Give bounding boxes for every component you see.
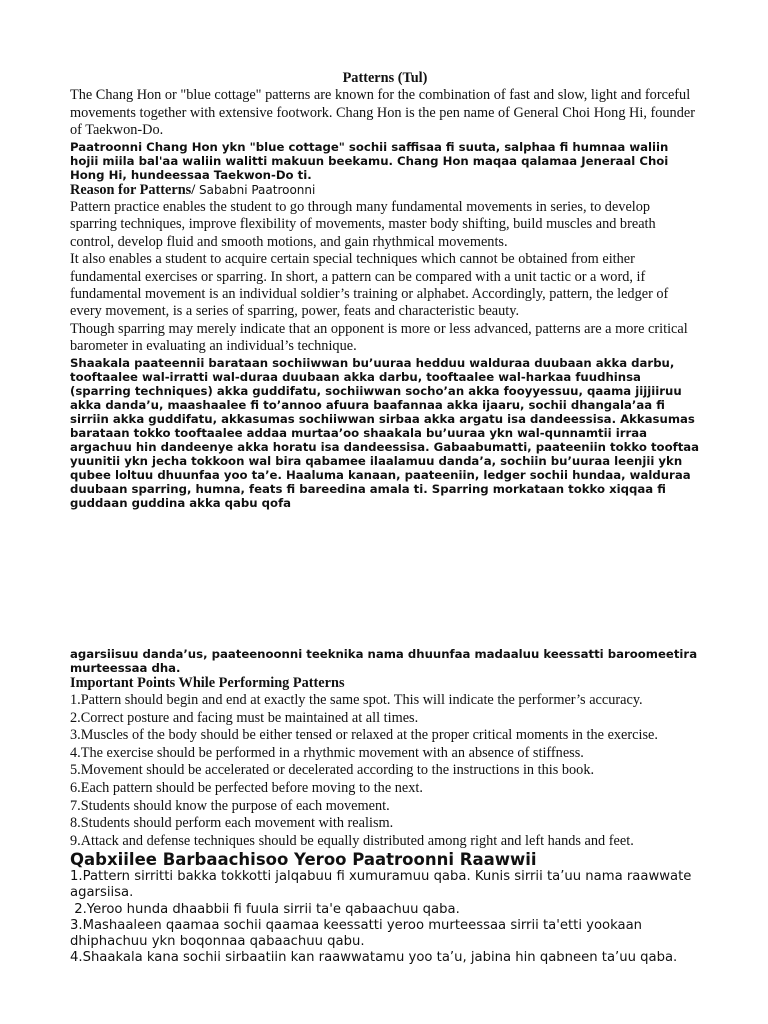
page-title: Patterns (Tul) — [342, 70, 428, 86]
list-item: 2.Correct posture and facing must be maintained at all times. — [70, 709, 419, 726]
points-list-oromo — [70, 869, 700, 966]
reason-heading: Reason for Patterns/ — [70, 181, 196, 198]
points-heading-oromo: Qabxiilee Barbaachisoo Yeroo Paatroonni Raawwii — [70, 850, 537, 870]
points-heading: Important Points While Performing Patterns — [70, 674, 345, 691]
reason-paragraph-3: Though sparring may merely indicate that an opponent is more or less advanced, patterns are a more critical barometer in evaluating an individual’s technique. — [70, 320, 688, 355]
document-page — [70, 70, 700, 966]
reason-oromo-part-2: agarsiisuu danda’us, paateenoonni teeknika nama dhuunfaa madaaluu keessatti baroomeetira murteessaa dha. — [70, 646, 698, 675]
list-item: 2.Yeroo hunda dhaabbii fi fuula sirrii ta'e qabaachuu qaba. — [70, 901, 460, 917]
list-item: 8.Students should perform each movement with realism. — [70, 815, 394, 832]
list-item: 6.Each pattern should be perfected before moving to the next. — [70, 780, 423, 797]
blank-space — [70, 510, 700, 647]
list-item: 1.Pattern should begin and end at exactly the same spot. This will indicate the performer’s accuracy. — [70, 692, 643, 709]
list-item: 3.Muscles of the body should be either tensed or relaxed at the proper critical moments in the exercise. — [70, 727, 658, 744]
reason-paragraph-1: Pattern practice enables the student to go through many fundamental movements in series, to develop sparring techniques, improve flexibility of movements, master body shifting, build muscles and breath control, develop fluid and smooth motions, and gain rhythmical movements. — [70, 199, 656, 250]
intro-oromo: Paatroonni Chang Hon ykn "blue cottage" sochii saffisaa fi suuta, salphaa fi humnaa waliin hojii miila bal'aa waliin walitti makuun beekamu. Chang Hon maqaa qalamaa Jeneraal Choi Hong Hi, hundeessaa Taekwon-Do ti. — [70, 139, 669, 182]
list-item: 1.Pattern sirritti bakka tokkotti jalqabuu fi xumuramuu qaba. Kunis sirrii ta’uu nama raawwate agarsiisa. — [70, 869, 692, 901]
reason-paragraph-2: It also enables a student to acquire certain special techniques which cannot be obtained from either fundamental exercises or sparring. In short, a pattern can be compared with a unit tactic or a word, if fundamental movement is an individual soldier’s training or alphabet. Accordingly, pattern, the ledger of every movement, is a series of sparring, power, feats and characteristic beauty. — [70, 251, 669, 320]
intro-english: The Chang Hon or "blue cottage" patterns are known for the combination of fast and slow, light and forceful movements together with extensive footwork. Chang Hon is the pen name of General Choi Hong Hi, founder of Taekwon-Do. — [70, 87, 695, 139]
list-item: 5.Movement should be accelerated or decelerated according to the instructions in this book. — [70, 762, 595, 779]
points-list-english — [70, 692, 700, 850]
reason-heading-line — [70, 182, 700, 199]
list-item: 3.Mashaaleen qaamaa sochii qaamaa keessatti yeroo murteessaa sirrii ta'etti yookaan dhiphachuu ykn boqonnaa qabaachuu qabu. — [70, 917, 643, 949]
list-item: 4.Shaakala kana sochii sirbaatiin kan raawwatamu yoo ta’u, jabina hin qabneen ta’uu qaba. — [70, 950, 678, 965]
list-item: 4.The exercise should be performed in a rhythmic movement with an absence of stiffness. — [70, 744, 584, 761]
list-item: 7.Students should know the purpose of each movement. — [70, 797, 390, 814]
reason-oromo-part-1: Shaakala paateennii barataan sochiiwwan bu’uuraa hedduu walduraa duubaan akka darbu, tooftaalee wal-irratti wal-duraa duubaan akka darbu, tooftaalee wal-harkaa fuudhinsa (sparring techniques) akka guddifatu, sochiiwwan socho’an akka fooyyessuu, qaama jijjiiruu akka danda’u, maashaalee fi to’annoo afuura baafannaa akka ijaaru, sochii dhangala’aa fi sirriin akka guddifatu, akkasumas sochiiwwan sirbaa akka argatu isa dandeessisa. Akkasumas barataan tokko tooftaalee addaa murtaa’oo shaakala bu’uuraa ykn wal-qunnamtii irraa argachuu hin dandeenye akka horatu isa dandeessisa. Gabaabumatti, paateeniin tokko tooftaa yuunitii ykn jecha tokkoon wal bira qabamee ilaalamuu danda’a, sochiin bu’uuraa leenjii ykn qubee loltuu dhuunfaa yoo ta’e. Haaluma kanaan, paateeniin, ledger sochii hundaa, walduraa duubaan sparring, humna, feats fi bareedina amala ti. Sparring morkataan tokko xiqqaa fi guddaan guddina akka qabu qofa — [70, 355, 700, 510]
list-item: 9.Attack and defense techniques should be equally distributed among right and left hands and feet. — [70, 832, 634, 849]
reason-heading-oromo: Sababni Paatroonni — [195, 182, 316, 197]
